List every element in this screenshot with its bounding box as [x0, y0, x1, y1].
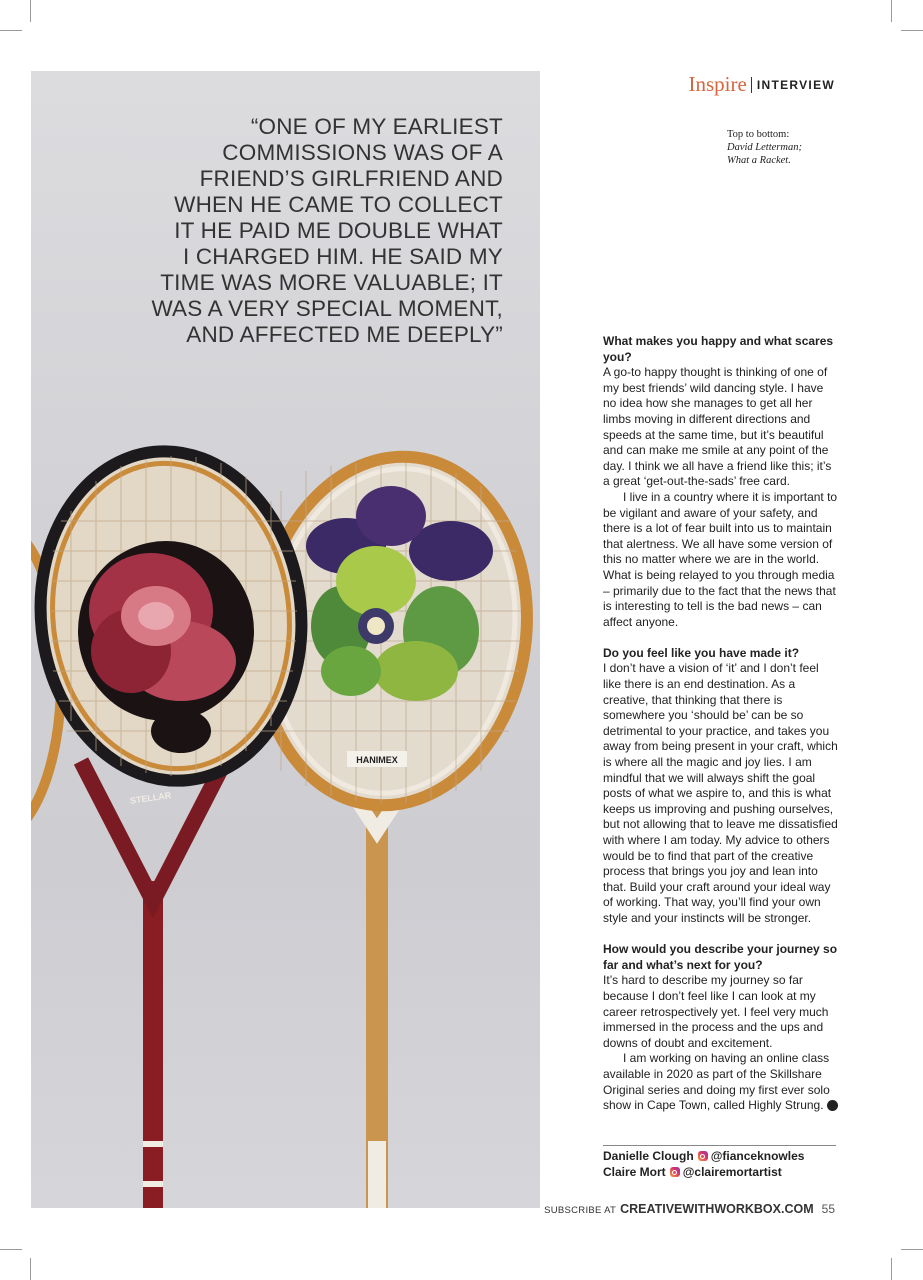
- credit-row: [603, 1148, 804, 1164]
- credits: [603, 1148, 804, 1180]
- answer-paragraph: I live in a country where it is important to be vigilant and aware of your safety, and there is a lot of fear built into us to maintain that alertness. We all have some version of this no matter where we are in the world. What is being relayed to you through media – primarily due to the fact that the news that is interesting to tell is the bad news – can affect anyone.: [603, 489, 838, 629]
- section-header: [689, 72, 835, 97]
- crop-mark: [891, 0, 892, 22]
- pull-quote: “ONE OF MY EARLIEST COMMISSIONS WAS OF A FRIEND’S GIRLFRIEND AND WHEN HE CAME TO COLLECT IT HE PAID ME DOUBLE WHAT I CHARGED HIM. HE SAID MY TIME WAS MORE VALUABLE; IT WAS A VERY SPECIAL MOMENT, AND AFFECTED ME DEEPLY”: [151, 114, 503, 347]
- answer-paragraph: It’s hard to describe my journey so far because I don’t feel like I can look at my career retrospectively yet. I feel very much immersed in the process and the ups and downs of doubt and excitement.: [603, 973, 829, 1050]
- hanimex-label: HANIMEX: [356, 755, 398, 765]
- credits-divider: [603, 1145, 836, 1146]
- crop-mark: [0, 30, 22, 31]
- question-heading: What makes you happy and what scares you?: [603, 334, 834, 364]
- photo-caption: [727, 128, 802, 167]
- stellar-racket: [31, 438, 318, 1208]
- answer-text: I am working on having an online class available in 2020 as part of the Skillshare Original series and doing my first ever solo show in Cape Town, called Highly Strung.: [603, 1051, 830, 1113]
- credit-row: [603, 1164, 804, 1180]
- crop-mark: [901, 30, 923, 31]
- credit-handle: @clairemortartist: [682, 1165, 782, 1179]
- answer-paragraph: [603, 1051, 853, 1113]
- crop-mark: [891, 1258, 892, 1280]
- stellar-label: STELLAR: [129, 790, 172, 806]
- answer-paragraph: I don’t have a vision of ‘it’ and I don’t feel like there is an end destination. As a creative, that thinking that there is somewhere you ‘should be’ can be so detrimental to your practice, and takes you away from being present in your craft, which is where all the magic and joy lies. I am mindful that we will always shift the goal posts of what we aspire to, and this is what keeps us improving and pushing ourselves, but not allowing that to leave me dissatisfied with where I am today. My advice to others would be to find that part of the creative process that brings you joy and lean into that. Build your craft around your ideal way of working. That way, you’ll find your own style and your instincts will be stronger.: [603, 661, 838, 925]
- answer-paragraph: A go-to happy thought is thinking of one of my best friends’ wild dancing style. I have no idea how she manages to get all her limbs moving in different directions and speeds at the same time, but it’s beautiful and can make me smile at any point of the day. I think we all have a friend like this; it’s a great ‘get-out-the-sads’ free card.: [603, 365, 832, 489]
- racket-artwork-photo: [31, 71, 540, 1208]
- credit-name: Danielle Clough: [603, 1149, 694, 1163]
- end-mark-icon: C: [827, 1100, 838, 1111]
- question-heading: How would you describe your journey so far and what’s next for you?: [603, 942, 838, 972]
- crop-mark: [0, 1249, 22, 1250]
- crop-mark: [901, 1249, 923, 1250]
- caption-line: What a Racket.: [727, 155, 791, 166]
- instagram-icon: [670, 1167, 680, 1177]
- page-footer: [544, 1202, 835, 1216]
- section-category: INTERVIEW: [756, 77, 835, 92]
- section-title: Inspire: [688, 72, 747, 96]
- caption-lead: Top to bottom:: [727, 129, 790, 140]
- credit-handle: @fianceknowles: [710, 1149, 805, 1163]
- divider: [751, 77, 752, 93]
- instagram-icon: [698, 1151, 708, 1161]
- website-link[interactable]: CREATIVEWITHWORKBOX.COM: [620, 1202, 814, 1216]
- subscribe-label: SUBSCRIBE AT: [544, 1205, 617, 1216]
- crop-mark: [30, 0, 31, 22]
- caption-line: David Letterman;: [727, 142, 802, 153]
- crop-mark: [30, 1258, 31, 1280]
- page-number: 55: [821, 1202, 835, 1216]
- question-heading: Do you feel like you have made it?: [603, 645, 800, 660]
- credit-name: Claire Mort: [603, 1165, 666, 1179]
- article-body: [603, 334, 853, 1114]
